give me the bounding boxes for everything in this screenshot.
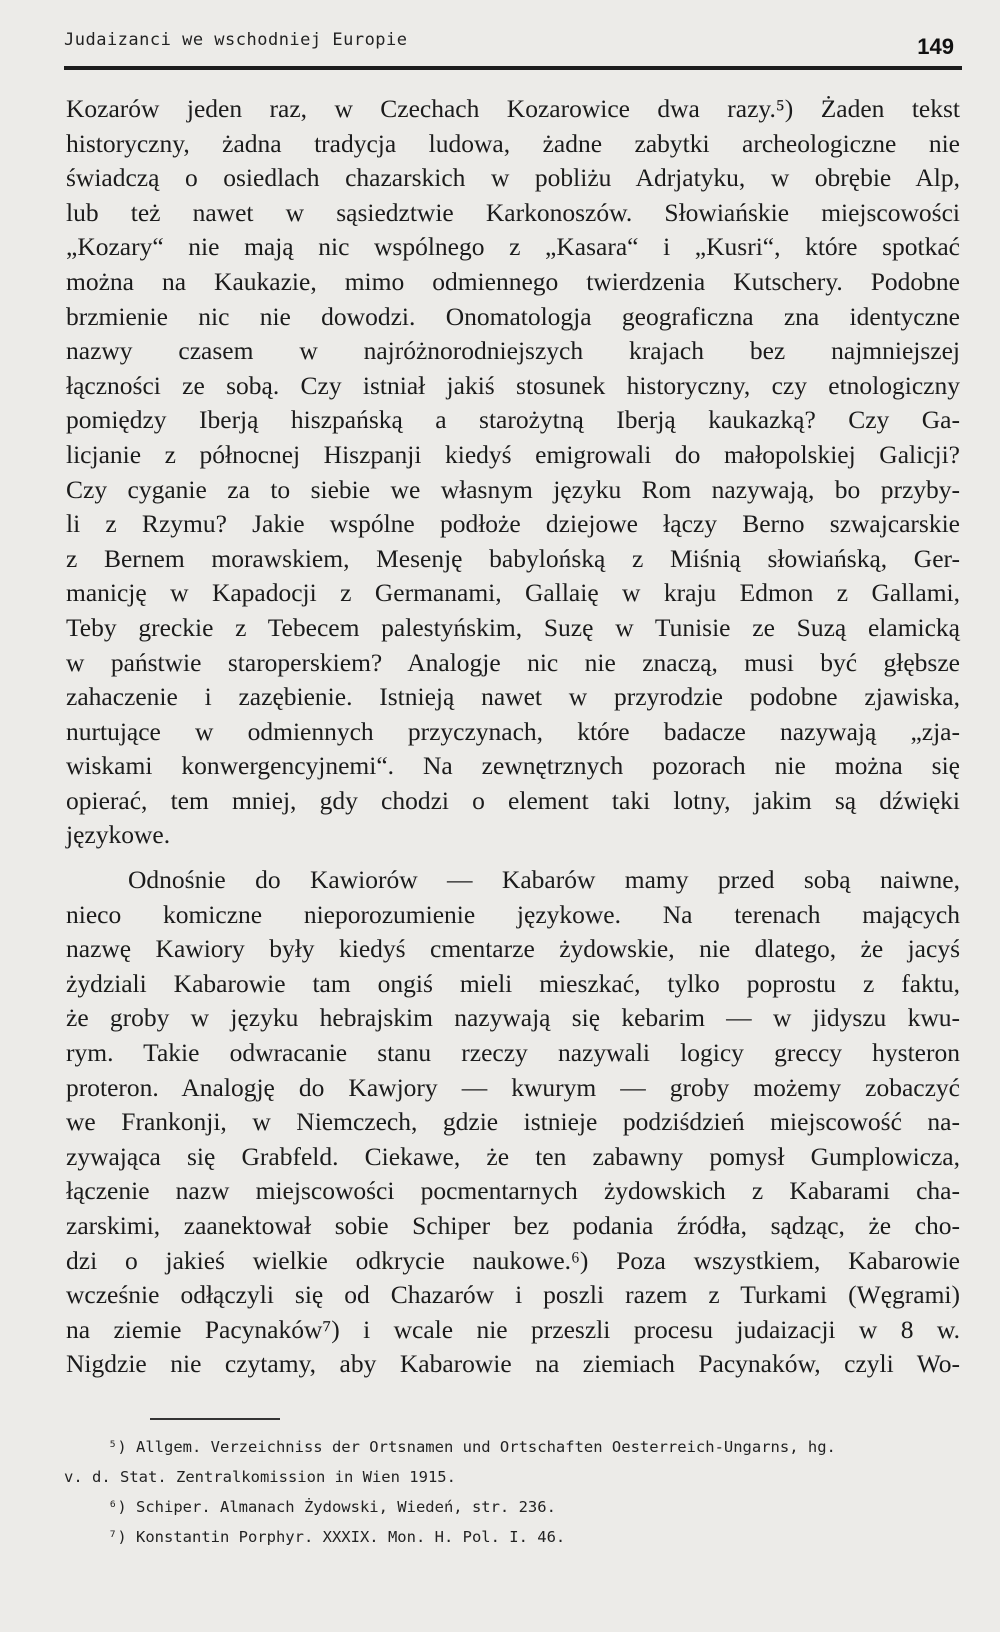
page-number: 149 <box>917 34 954 59</box>
footnote-rule <box>150 1418 280 1420</box>
text-line: z Bernem morawskiem, Mesenję babylońską z Miśnią słowiańską, Ger- <box>66 543 960 573</box>
text-line: zywająca się Grabfeld. Ciekawe, że ten zabawny pomysł Gumplowicza, <box>66 1141 960 1171</box>
text-line: łączności ze sobą. Czy istniał jakiś stosunek historyczny, czy etnologiczny <box>66 370 960 400</box>
text-line: Czy cyganie za to siebie we własnym języku Rom nazywają, bo przyby- <box>66 474 960 504</box>
header-rule <box>64 66 962 70</box>
paragraph-end-line: językowe. <box>66 820 171 850</box>
text-line: dzi o jakieś wielkie odkrycie naukowe.⁶) Poza wszystkiem, Kabarowie <box>66 1245 960 1275</box>
text-line: lub też nawet w sąsiedztwie Karkonoszów. Słowiańskie miejscowości <box>66 197 960 227</box>
running-title: Judaizanci we wschodniej Europie <box>64 30 408 50</box>
text-line: wiskami konwergencyjnemi“. Na zewnętrznych pozorach nie można się <box>66 751 960 781</box>
footnote-5-continuation: v. d. Stat. Zentralkomission in Wien 1915. <box>64 1468 456 1486</box>
text-line: zahaczenie i zazębienie. Istnieją nawet w przyrodzie podobne zjawiska, <box>66 682 960 712</box>
text-line: łączenie nazw miejscowości pocmentarnych żydowskich z Kabarami cha- <box>66 1176 960 1206</box>
text-line: Kozarów jeden raz, w Czechach Kozarowice dwa razy.⁵) Żaden tekst <box>66 94 960 123</box>
running-header <box>64 22 960 62</box>
text-line: li z Rzymu? Jakie wspólne podłoże dziejowe łączy Berno szwajcarskie <box>66 509 960 539</box>
text-line: brzmienie nic nie dowodzi. Onomatologja geograficzna zna identyczne <box>66 301 960 331</box>
paragraph-gap <box>66 853 960 863</box>
text-line: nieco komiczne nieporozumienie językowe. Na terenach mających <box>66 899 960 929</box>
text-line: że groby w języku hebrajskim nazywają się kebarim — w jidyszu kwu- <box>66 1003 960 1033</box>
body-text <box>66 92 960 1382</box>
text-line: we Frankonji, w Niemczech, gdzie istnieje podziśdzień miejscowość na- <box>66 1107 960 1137</box>
text-line: wcześnie odłączyli się od Chazarów i poszli razem z Turkami (Węgrami) <box>66 1280 960 1310</box>
text-line: proteron. Analogję do Kawjory — kwurym — groby możemy zobaczyć <box>66 1072 960 1102</box>
text-line: manicję w Kapadocji z Germanami, Gallaię w kraju Edmon z Gallami, <box>66 578 960 608</box>
text-line: Teby greckie z Tebecem palestyńskim, Suzę w Tunisie ze Suzą elamicką <box>66 612 960 642</box>
footnote-6: ⁶) Schiper. Almanach Żydowski, Wiedeń, str. 236. <box>108 1498 556 1516</box>
footnote-7: ⁷) Konstantin Porphyr. XXXIX. Mon. H. Pol. I. 46. <box>108 1528 566 1546</box>
text-line: można na Kaukazie, mimo odmiennego twierdzenia Kutschery. Podobne <box>66 266 960 296</box>
text-line: świadczą o osiedlach chazarskich w pobliżu Adrjatyku, w obrębie Alp, <box>66 163 960 193</box>
text-line: nurtujące w odmiennych przyczynach, które badacze nazywają „zja- <box>66 716 960 746</box>
paragraph-first-line: Odnośnie do Kawiorów — Kabarów mamy przed sobą naiwne, <box>128 865 960 895</box>
footnotes <box>64 1432 960 1552</box>
footnote-5: ⁵) Allgem. Verzeichniss der Ortsnamen und Ortschaften Oesterreich-Ungarns, hg. <box>108 1438 836 1456</box>
text-line: w państwie staroperskiem? Analogje nic nie znaczą, musi być głębsze <box>66 647 960 677</box>
text-line: nazwę Kawiory były kiedyś cmentarze żydowskie, nie dlatego, że jacyś <box>66 934 960 964</box>
text-line: opierać, tem mniej, gdy chodzi o element taki lotny, jakim są dźwięki <box>66 785 960 815</box>
text-line: „Kozary“ nie mają nic wspólnego z „Kasara“ i „Kusri“, które spotkać <box>66 232 960 262</box>
text-line: żydziali Kabarowie tam ongiś mieli mieszkać, tylko poprostu z faktu, <box>66 968 960 998</box>
text-line: Nigdzie nie czytamy, aby Kabarowie na ziemiach Pacynaków, czyli Wo- <box>66 1349 960 1379</box>
text-line: historyczny, żadna tradycja ludowa, żadne zabytki archeologiczne nie <box>66 128 960 158</box>
text-line: rym. Takie odwracanie stanu rzeczy nazywali logicy greccy hysteron <box>66 1038 960 1068</box>
text-line: licjanie z północnej Hiszpanji kiedyś emigrowali do małopolskiej Galicji? <box>66 439 960 469</box>
text-line: nazwy czasem w najróżnorodniejszych krajach bez najmniejszej <box>66 336 960 366</box>
text-line: zarskimi, zaanektował sobie Schiper bez podania źródła, sądząc, że cho- <box>66 1211 960 1240</box>
text-line: na ziemie Pacynaków⁷) i wcale nie przeszli procesu judaizacji w 8 w. <box>66 1314 960 1344</box>
text-line: pomiędzy Iberją hiszpańską a starożytną Iberją kaukazką? Czy Ga- <box>66 405 960 435</box>
